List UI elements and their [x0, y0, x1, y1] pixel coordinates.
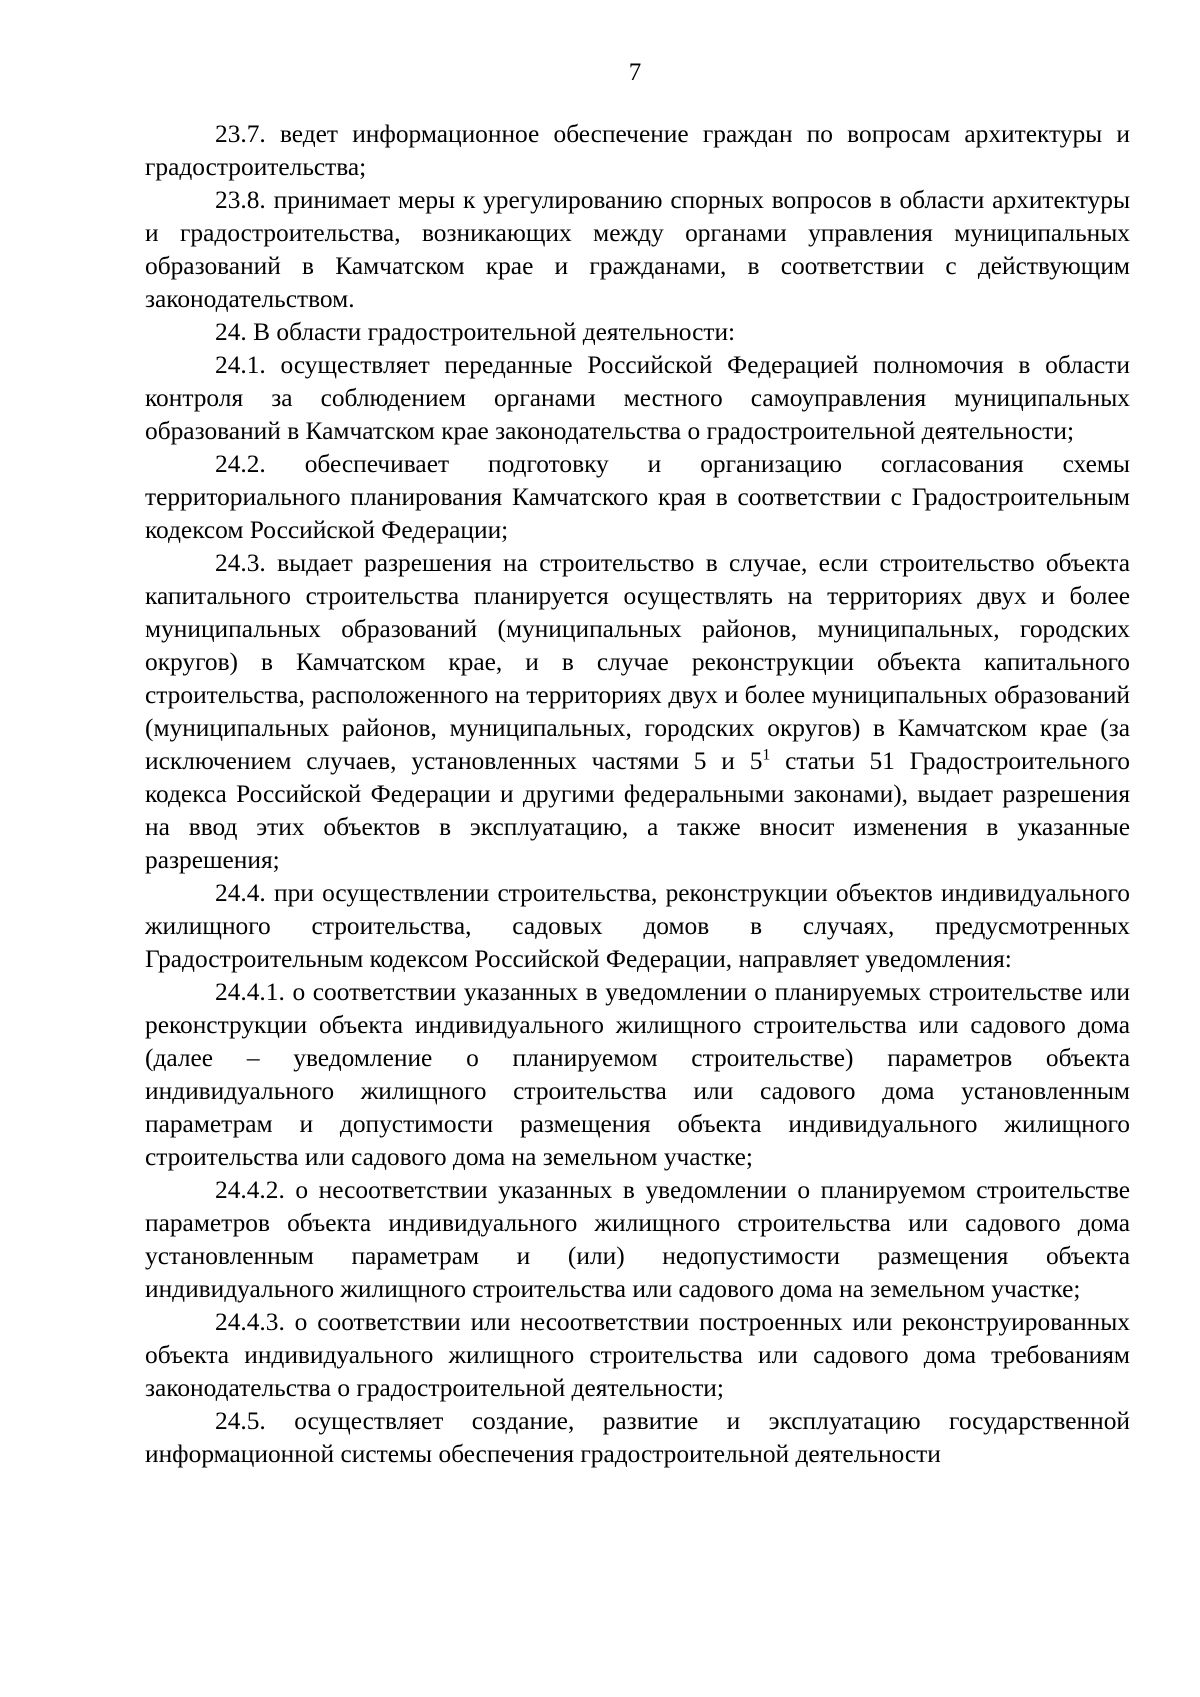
paragraph-24-4-2: 24.4.2. о несоответствии указанных в уведомлении о планируемом строительстве параметров объекта индивидуального жилищного строительства или садового дома установленным параметрам и (или) недопустимости размещения объекта индивидуального жилищного строительства или садового дома на земельном участке;	[145, 1176, 1130, 1303]
paragraph-24-4-3: 24.4.3. о соответствии или несоответствии построенных или реконструированных объекта индивидуального жилищного строительства или садового дома требованиям законодательства о градостроительной деятельности;	[145, 1308, 1130, 1402]
paragraph-24-1: 24.1. осуществляет переданные Российской Федерацией полномочия в области контроля за соблюдением органами местного самоуправления муниципальных образований в Камчатском крае законодательства о градостроительной деятельности;	[145, 351, 1130, 445]
paragraph-24: 24. В области градостроительной деятельности:	[215, 318, 736, 346]
paragraph-24-3-text-before: 24.3. выдает разрешения на строительство в случае, если строительство объекта капитального строительства планируется осуществлять на территориях двух и более муниципальных образований (муниципальных районов, муниципальных, городских округов) в Камчатском крае, и в случае реконструкции объекта капитального строительства, расположенного на территориях двух и более муниципальных образований (муниципальных районов, муниципальных, городских округов) в Камчатском крае (за исключением случаев, установленных частями 5 и 5	[145, 549, 1130, 775]
paragraph-24-5: 24.5. осуществляет создание, развитие и эксплуатацию государственной информационной системы обеспечения градостроительной деятельности	[145, 1407, 1130, 1468]
paragraph-24-4: 24.4. при осуществлении строительства, реконструкции объектов индивидуального жилищного строительства, садовых домов в случаях, предусмотренных Градостроительным кодексом Российской Федерации, направляет уведомления:	[145, 879, 1130, 973]
document-body	[145, 118, 1130, 1471]
paragraph-23-7: 23.7. ведет информационное обеспечение граждан по вопросам архитектуры и градостроительства;	[145, 120, 1130, 181]
paragraph-24-4-1: 24.4.1. о соответствии указанных в уведомлении о планируемых строительстве или реконструкции объекта индивидуального жилищного строительства или садового дома (далее – уведомление о планируемом строительстве) параметров объекта индивидуального жилищного строительства или садового дома установленным параметрам и допустимости размещения объекта индивидуального жилищного строительства или садового дома на земельном участке;	[145, 978, 1130, 1171]
page-number: 7	[628, 59, 642, 86]
paragraph-24-3-text-after: статьи 51 Градостроительного кодекса Российской Федерации и другими федеральными законами), выдает разрешения на ввод этих объектов в эксплуатацию, а также вносит изменения в указанные разрешения;	[145, 747, 1130, 874]
paragraph-23-8: 23.8. принимает меры к урегулированию спорных вопросов в области архитектуры и градостроительства, возникающих между органами управления муниципальных образований в Камчатском крае и гражданами, в соответствии с действующим законодательством.	[145, 186, 1130, 313]
paragraph-24-2: 24.2. обеспечивает подготовку и организацию согласования схемы территориального планирования Камчатского края в соответствии с Градостроительным кодексом Российской Федерации;	[145, 450, 1130, 544]
paragraph-24-3	[145, 547, 1130, 877]
superscript-one: 1	[762, 746, 771, 764]
